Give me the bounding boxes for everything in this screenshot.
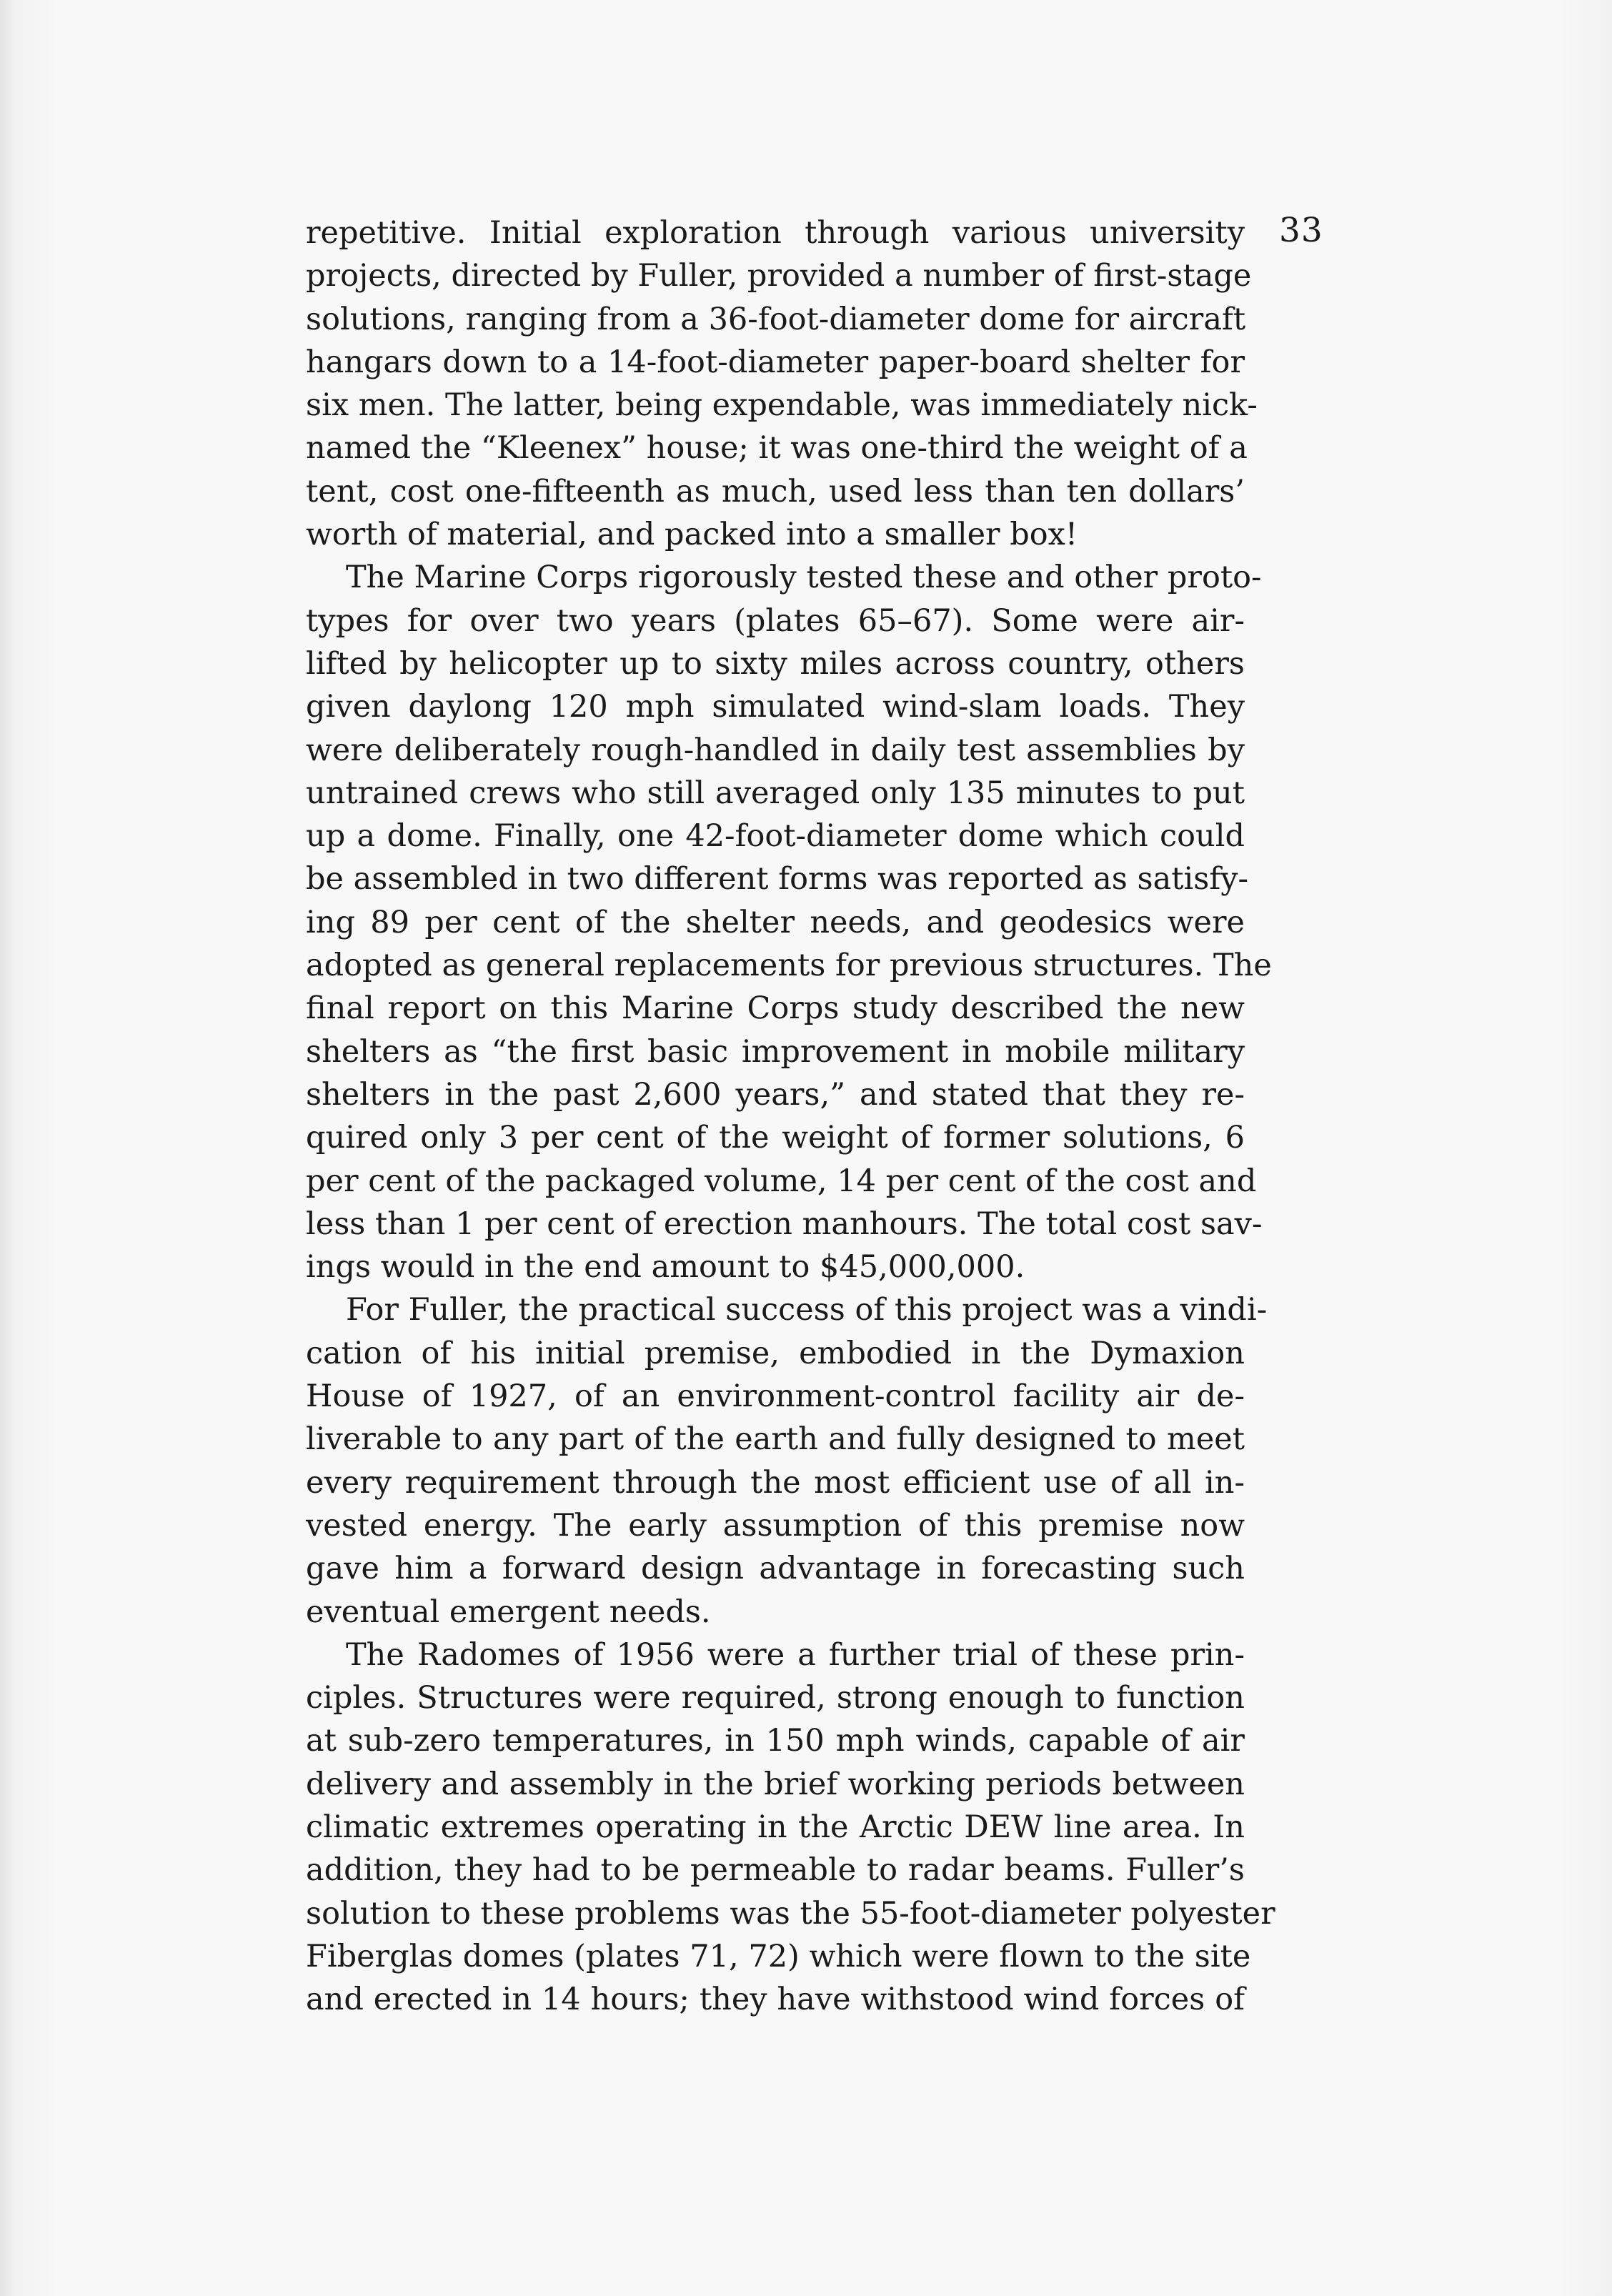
text-line: solution to these problems was the 55-foot-diameter polyester xyxy=(306,1895,1275,1932)
text-line: hangars down to a 14-foot-diameter paper-board shelter for xyxy=(306,344,1245,380)
text-line: ings would in the end amount to $45,000,000. xyxy=(306,1249,1025,1286)
text-line: six men. The latter, being expendable, was immediately nick- xyxy=(306,387,1258,424)
text-line: For Fuller, the practical success of this project was a vindi- xyxy=(346,1292,1268,1328)
text-line: climatic extremes operating in the Arctic DEW line area. In xyxy=(306,1809,1245,1845)
text-line: projects, directed by Fuller, provided a number of first-stage xyxy=(306,258,1252,294)
text-line: gave him a forward design advantage in forecasting such xyxy=(306,1551,1245,1587)
page-number: 33 xyxy=(1279,211,1323,250)
text-line: repetitive. Initial exploration through various university xyxy=(306,215,1245,251)
text-line: addition, they had to be permeable to radar beams. Fuller’s xyxy=(306,1852,1245,1889)
text-line: less than 1 per cent of erection manhours. The total cost sav- xyxy=(306,1206,1263,1242)
text-line: shelters as “the first basic improvement in mobile military xyxy=(306,1033,1245,1070)
text-line: worth of material, and packed into a smaller box! xyxy=(306,517,1078,553)
text-line: delivery and assembly in the brief working periods between xyxy=(306,1766,1245,1802)
text-line: vested energy. The early assumption of this premise now xyxy=(306,1507,1245,1544)
text-line: at sub-zero temperatures, in 150 mph winds, capable of air xyxy=(306,1723,1245,1759)
text-line: every requirement through the most efficient use of all in- xyxy=(306,1464,1245,1501)
text-line: lifted by helicopter up to sixty miles across country, others xyxy=(306,645,1245,682)
text-line: shelters in the past 2,600 years,” and stated that they re- xyxy=(306,1076,1245,1113)
text-line: House of 1927, of an environment-control facility air de- xyxy=(306,1378,1245,1415)
body-text xyxy=(306,212,1275,2021)
text-line: The Radomes of 1956 were a further trial of these prin- xyxy=(346,1636,1245,1673)
text-line: given daylong 120 mph simulated wind-slam loads. They xyxy=(306,689,1245,725)
text-line: quired only 3 per cent of the weight of former solutions, 6 xyxy=(306,1120,1245,1156)
text-line: adopted as general replacements for previous structures. The xyxy=(306,948,1272,984)
text-line: be assembled in two different forms was reported as satisfy- xyxy=(306,861,1249,898)
text-line: named the “Kleenex” house; it was one-third the weight of a xyxy=(306,430,1248,467)
text-line: types for over two years (plates 65–67). Some were air- xyxy=(306,602,1245,639)
text-line: ing 89 per cent of the shelter needs, and geodesics were xyxy=(306,904,1245,940)
text-line: cation of his initial premise, embodied in the Dymaxion xyxy=(306,1335,1245,1371)
text-line: Fiberglas domes (plates 71, 72) which were flown to the site xyxy=(306,1938,1251,1974)
text-line: eventual emergent needs. xyxy=(306,1594,711,1630)
text-line: untrained crews who still averaged only 135 minutes to put xyxy=(306,775,1245,811)
text-line: and erected in 14 hours; they have withstood wind forces of xyxy=(306,1982,1245,2018)
text-line: The Marine Corps rigorously tested these and other proto- xyxy=(346,560,1262,596)
text-line: tent, cost one-fifteenth as much, used less than ten dollars’ xyxy=(306,473,1245,510)
text-line: final report on this Marine Corps study described the new xyxy=(306,990,1245,1027)
text-line: up a dome. Finally, one 42-foot-diameter dome which could xyxy=(306,818,1245,855)
text-line: were deliberately rough-handled in daily test assemblies by xyxy=(306,732,1245,768)
text-line: ciples. Structures were required, strong enough to function xyxy=(306,1680,1245,1716)
text-line: solutions, ranging from a 36-foot-diameter dome for aircraft xyxy=(306,301,1246,337)
text-line: per cent of the packaged volume, 14 per cent of the cost and xyxy=(306,1163,1257,1199)
text-line: liverable to any part of the earth and fully designed to meet xyxy=(306,1421,1245,1458)
